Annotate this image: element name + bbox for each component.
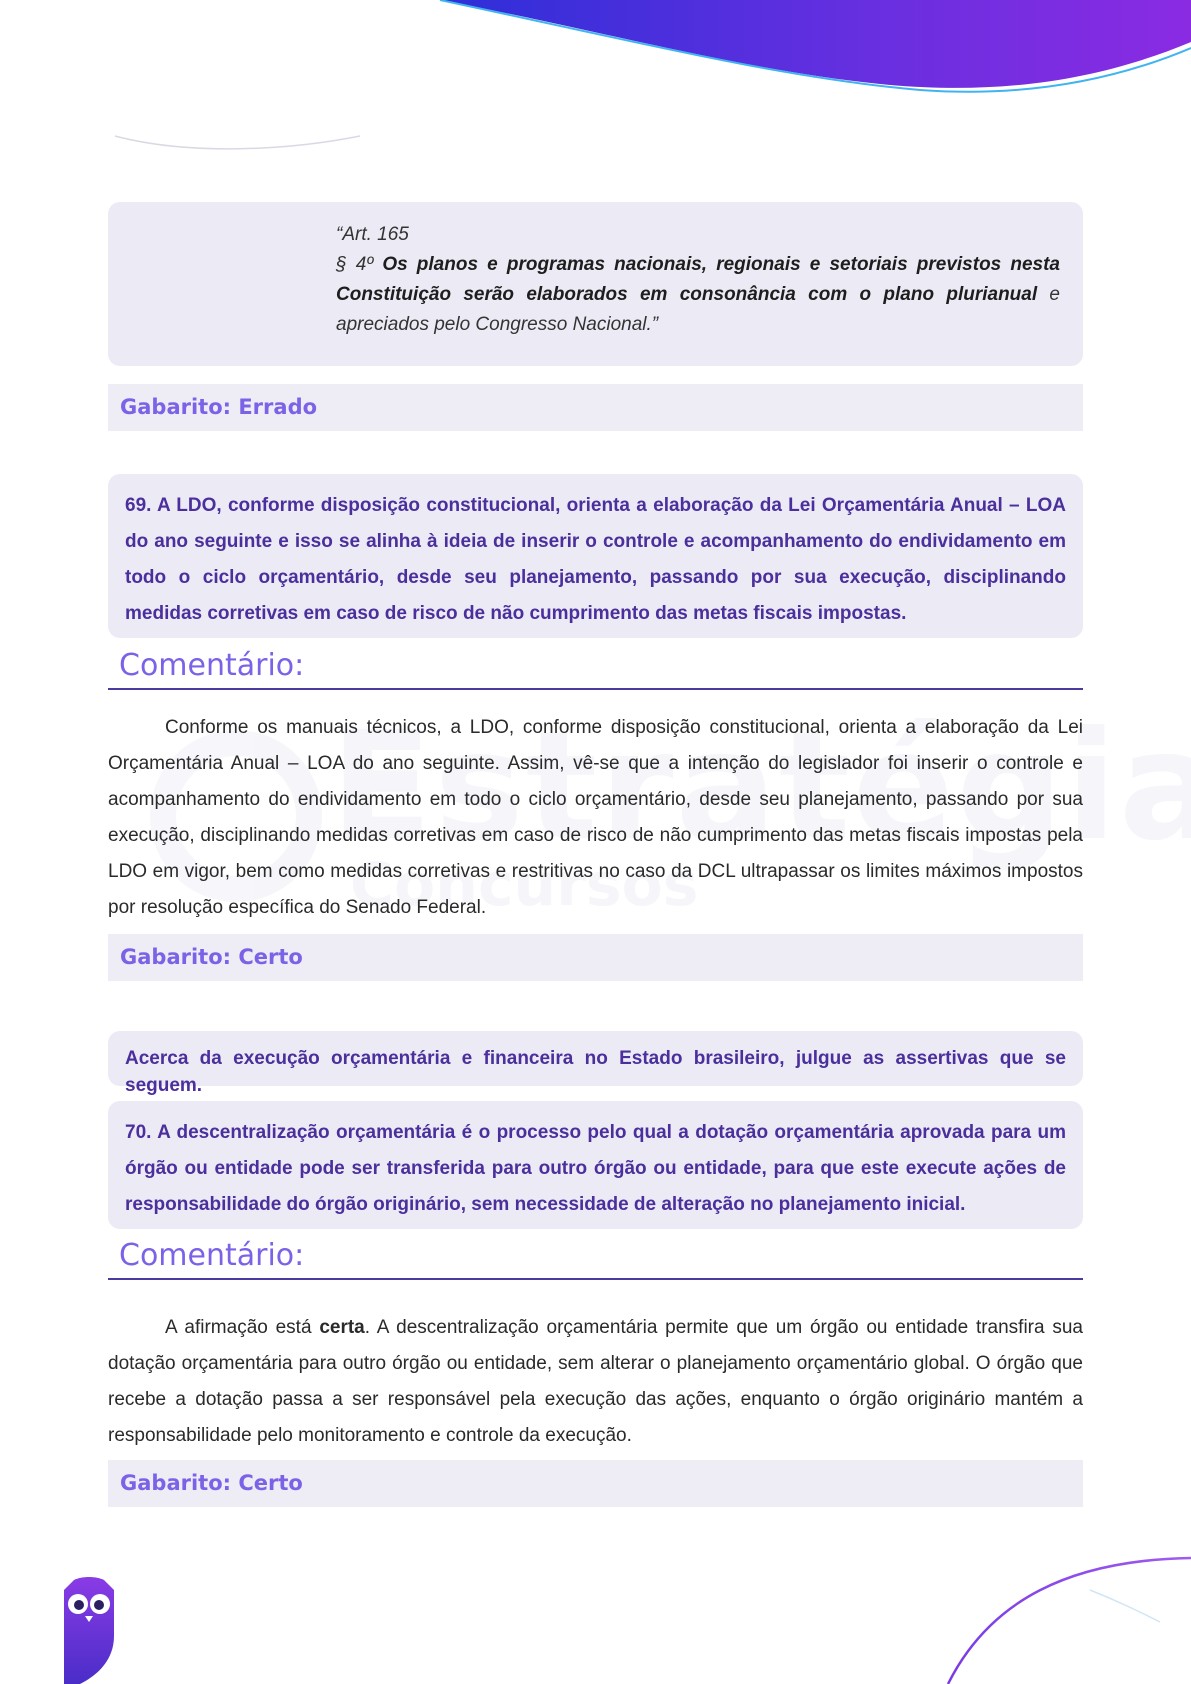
quote-paragraph-suffix: e apreciados pelo Congresso Nacional.”: [336, 284, 1060, 335]
comment-70-text: [108, 1310, 1083, 1454]
comment-70-prefix: A afirmação está: [165, 1317, 320, 1338]
quote-article: “Art. 165: [336, 224, 409, 245]
comentario-heading-69: Comentário:: [108, 644, 1083, 690]
comment-69-text: Conforme os manuais técnicos, a LDO, conforme disposição constitucional, orienta a elaboração da Lei Orçamentária Anual – LOA do ano seguinte. Assim, vê-se que a intenção do legislador foi inserir o controle e acompanhamento do endividamento em todo o ciclo orçamentário, desde seu planejamento, passando por sua execução, disciplinando medidas corretivas em caso de risco de não cumprimento das metas fiscais impostas pela LDO em vigor, bem como medidas corretivas e restritivas no caso da DCL ultrapassar os limites máximos impostos por resolução específica do Senado Federal.: [108, 717, 1083, 918]
comment-70-suffix: . A descentralização orçamentária permite que um órgão ou entidade transfira sua dotação orçamentária para outro órgão ou entidade, sem alterar o planejamento orçamentário global. O órgão que recebe a dotação passa a ser responsável pela execução das ações, enquanto o órgão originário mantém a responsabilidade pelo monitoramento e controle da execução.: [108, 1317, 1083, 1446]
owl-logo-icon: [60, 1576, 118, 1684]
section-intro: Acerca da execução orçamentária e financeira no Estado brasileiro, julgue as assertivas que se seguem.: [108, 1031, 1083, 1086]
question-70: 70. A descentralização orçamentária é o processo pelo qual a dotação orçamentária aprovada para um órgão ou entidade pode ser transferida para outro órgão ou entidade, para que este execute ações de responsabilidade do órgão originário, sem necessidade de alteração no planejamento inicial.: [108, 1101, 1083, 1229]
quote-paragraph: [336, 250, 1060, 340]
comentario-heading-70: Comentário:: [108, 1234, 1083, 1280]
comment-70-bold: certa: [319, 1317, 365, 1338]
quote-box: [108, 202, 1083, 366]
quote-text: [336, 220, 1060, 340]
gabarito-certo-70: Gabarito: Certo: [108, 1460, 1083, 1507]
footer-wave: [948, 1558, 1191, 1684]
quote-paragraph-prefix: § 4º: [336, 254, 383, 275]
footer-wave-light: [1090, 1590, 1160, 1622]
gabarito-errado: Gabarito: Errado: [108, 384, 1083, 431]
header-thin-arc: [115, 136, 360, 149]
header-wave: [440, 0, 1191, 88]
question-69: 69. A LDO, conforme disposição constitucional, orienta a elaboração da Lei Orçamentária Anual – LOA do ano seguinte e isso se alinha à ideia de inserir o controle e acompanhamento do endividamento em todo o ciclo orçamentário, desde seu planejamento, passando por sua execução, disciplinando medidas corretivas em caso de risco de não cumprimento das metas fiscais impostas.: [108, 474, 1083, 638]
quote-paragraph-bold: Os planos e programas nacionais, regionais e setoriais previstos nesta Constituição serão elaborados em consonância com o plano plurianual: [336, 254, 1060, 305]
header-wave-line: [440, 0, 1191, 92]
gabarito-certo-69: Gabarito: Certo: [108, 934, 1083, 981]
